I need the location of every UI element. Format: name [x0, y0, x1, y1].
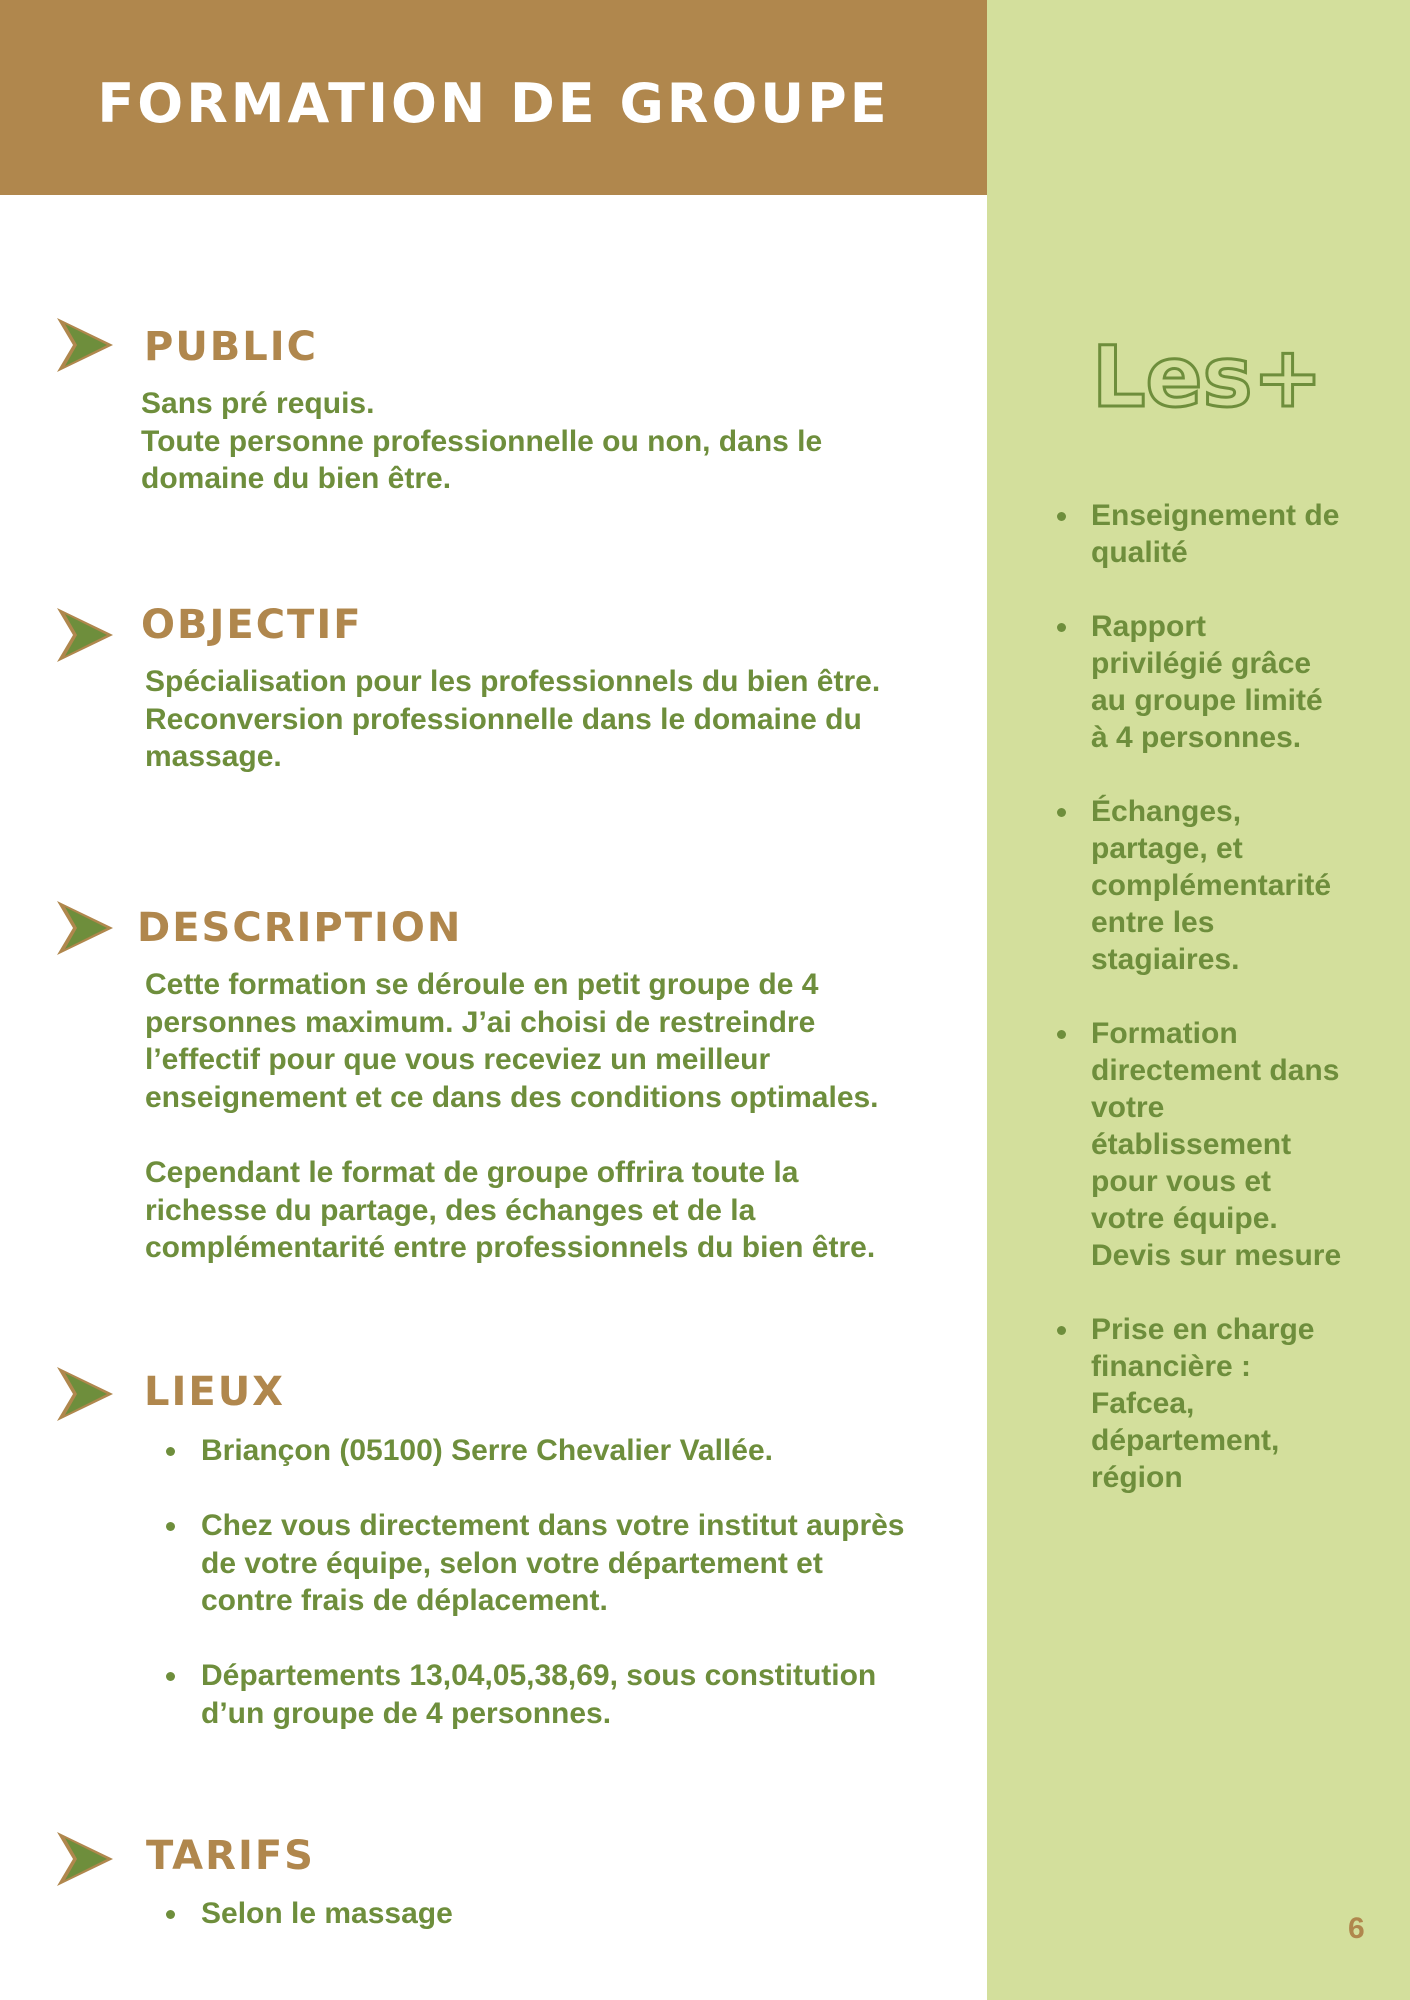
side-list-line: entre les — [1091, 906, 1215, 939]
objectif-heading: OBJECTIF — [141, 602, 363, 648]
public-line: domaine du bien être. — [141, 462, 452, 495]
side-list-line: stagiaires. — [1091, 943, 1240, 976]
page-number: 6 — [1348, 1912, 1365, 1945]
list-item — [164, 1432, 944, 1470]
header-band — [0, 0, 987, 195]
side-list-line: Prise en charge — [1091, 1313, 1315, 1346]
side-list-line: département, — [1091, 1424, 1280, 1457]
side-list-line: Devis sur mesure — [1091, 1239, 1342, 1272]
chevron-arrow-icon — [55, 899, 115, 957]
side-list-item — [1055, 497, 1375, 571]
chevron-arrow-icon — [55, 1365, 115, 1423]
list-item-line: de votre équipe, selon votre département et — [201, 1546, 823, 1580]
side-list-line: à 4 personnes. — [1091, 721, 1302, 754]
side-list-line: au groupe limité — [1091, 684, 1323, 717]
objectif-text — [145, 663, 880, 776]
description-line: Cette formation se déroule en petit groupe de 4 — [145, 968, 819, 1001]
description-paragraph-2 — [145, 1154, 875, 1267]
side-list-item — [1055, 793, 1375, 978]
list-item-line: contre frais de déplacement. — [201, 1584, 608, 1617]
side-list-line: financière : — [1091, 1350, 1252, 1383]
side-list-line: privilégié grâce — [1091, 647, 1312, 680]
objectif-line: Reconversion professionnelle dans le domaine du — [145, 702, 862, 736]
public-text — [141, 385, 822, 498]
side-list-line: directement dans — [1091, 1054, 1340, 1087]
description-heading: DESCRIPTION — [137, 905, 463, 951]
side-list-line: qualité — [1091, 536, 1188, 569]
tarifs-list — [164, 1895, 944, 1970]
description-line: enseignement et ce dans des conditions optimales. — [145, 1080, 879, 1114]
side-list-line: complémentarité — [1091, 869, 1332, 902]
chevron-arrow-icon — [55, 606, 115, 664]
description-line: Cependant le format de groupe offrira toute la — [145, 1156, 799, 1189]
side-panel-title: Les+ — [1092, 328, 1323, 426]
side-list-line: votre — [1091, 1091, 1165, 1124]
description-line: richesse du partage, des échanges et de la — [145, 1193, 756, 1227]
side-list-line: Échanges, — [1091, 795, 1242, 828]
side-panel-list — [1055, 497, 1375, 1533]
list-item — [164, 1895, 944, 1933]
description-paragraph-1 — [145, 966, 879, 1116]
public-heading: PUBLIC — [144, 324, 319, 370]
tarifs-heading: TARIFS — [146, 1833, 315, 1879]
side-list-line: Formation — [1091, 1017, 1238, 1050]
chevron-arrow-icon — [55, 1830, 115, 1888]
side-list-item — [1055, 1015, 1375, 1274]
lieux-list — [164, 1432, 944, 1770]
side-list-item — [1055, 608, 1375, 756]
list-item-line: Chez vous directement dans votre institut auprès — [201, 1509, 905, 1542]
description-line: l’effectif pour que vous receviez un meilleur — [145, 1043, 771, 1076]
list-item — [164, 1657, 944, 1732]
side-list-line: Fafcea, — [1091, 1387, 1195, 1420]
side-list-line: Enseignement de — [1091, 499, 1340, 532]
lieux-heading: LIEUX — [144, 1369, 286, 1415]
list-item-line: Selon le massage — [201, 1897, 453, 1930]
list-item-line: Briançon (05100) Serre Chevalier Vallée. — [201, 1434, 773, 1467]
side-list-line: établissement — [1091, 1128, 1292, 1161]
description-line: complémentarité entre professionnels du bien être. — [145, 1231, 876, 1264]
side-list-item — [1055, 1311, 1375, 1496]
list-item-line: d’un groupe de 4 personnes. — [201, 1696, 612, 1730]
side-list-line: pour vous et — [1091, 1165, 1272, 1198]
objectif-line: Spécialisation pour les professionnels du bien être. — [145, 665, 881, 698]
description-line: personnes maximum. J’ai choisi de restreindre — [145, 1005, 816, 1039]
public-line: Toute personne professionnelle ou non, dans le — [141, 424, 823, 458]
chevron-arrow-icon — [55, 316, 115, 374]
side-list-line: région — [1091, 1461, 1183, 1494]
side-list-line: partage, et — [1091, 832, 1243, 865]
list-item — [164, 1507, 944, 1620]
public-line: Sans pré requis. — [141, 387, 375, 420]
objectif-line: massage. — [145, 740, 282, 773]
list-item-line: Départements 13,04,05,38,69, sous constitution — [201, 1659, 877, 1692]
side-list-line: votre équipe. — [1091, 1202, 1278, 1235]
page-title: FORMATION DE GROUPE — [97, 72, 890, 135]
side-list-line: Rapport — [1091, 610, 1206, 643]
